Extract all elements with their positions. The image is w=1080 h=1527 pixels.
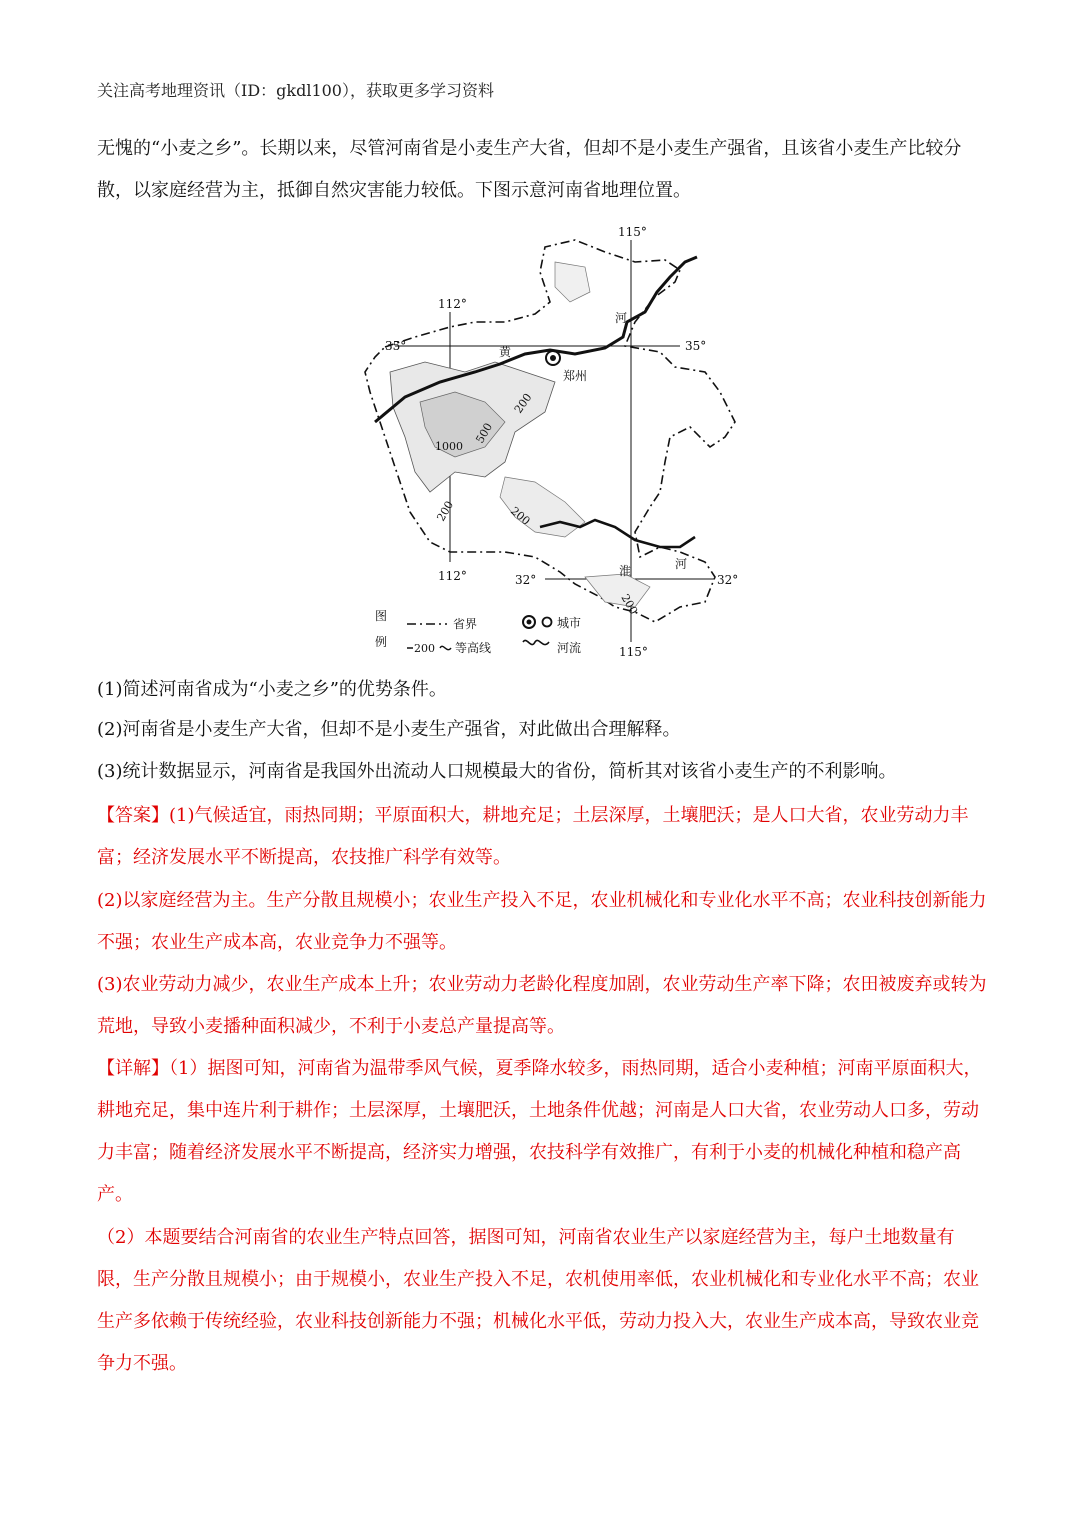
detail-1-text: （1）据图可知，河南省为温带季风气候，夏季降水较多，雨热同期，适合小麦种植；河南平原面积大，耕地充足，集中连片利于耕作；土层深厚，土壤肥沃，土地条件优越；河南是人口大省，农业劳动人口多，劳动力丰富；随着经济发展水平不断提高，经济实力增强，农技科学有效推广，有利于小麦的机械化种植和稳产高产。 (97, 1058, 982, 1205)
question-2: (2)河南省是小麦生产大省，但却不是小麦生产强省，对此做出合理解释。 (97, 719, 681, 740)
henan-map (335, 222, 750, 662)
label-contour-200-b: 200 (434, 498, 457, 524)
legend-contour-value: 200 (414, 642, 435, 655)
question-3: (3)统计数据显示，河南省是我国外出流动人口规模最大的省份，简析其对该省小麦生产的不利影响。 (97, 761, 897, 782)
label-lat-32-left: 32° (515, 573, 537, 587)
legend-river-label: 河流 (557, 641, 582, 655)
label-contour-1000: 1000 (435, 440, 463, 453)
detail-1 (97, 1048, 987, 1216)
label-contour-200-d: 200 (618, 592, 641, 617)
label-contour-200-a: 200 (511, 391, 535, 416)
legend-contour-label: 等高线 (455, 641, 492, 655)
detail-2: （2）本题要结合河南省的农业生产特点回答，据图可知，河南省农业生产以家庭经营为主，每户土地数量有限，生产分散且规模小；由于规模小，农业生产投入不足，农机使用率低，农业机械化和专业化水平不高；农业生产多依赖于传统经验，农业科技创新能力不强；机械化水平低，劳动力投入大，农业生产成本高，导致农业竞争力不强。 (97, 1227, 979, 1374)
label-lon-115-bottom: 115° (619, 645, 648, 659)
legend-city-label: 城市 (557, 616, 582, 630)
label-lat-35-right: 35° (685, 339, 707, 353)
label-lat-35-left: 35° (385, 339, 407, 353)
legend-river-symbol (523, 640, 549, 644)
legend-title-1: 图 (375, 609, 388, 623)
question-1: (1)简述河南省成为“小麦之乡”的优势条件。 (97, 679, 447, 700)
contour-region-north (555, 262, 590, 302)
label-river-he: 河 (615, 311, 628, 325)
label-city-zhengzhou: 郑州 (563, 369, 588, 383)
zhengzhou-marker-inner (550, 355, 556, 361)
contour-region-south (500, 477, 585, 537)
answer-1 (97, 795, 987, 879)
answer-2: (2)以家庭经营为主。生产分散且规模小；农业生产投入不足，农业机械化和专业化水平不高；农业科技创新能力不强；农业生产成本高，农业竞争力不强等。 (97, 890, 987, 953)
label-river-huai: 淮 (619, 564, 632, 578)
detail-tag: 【详解】 (97, 1058, 169, 1079)
label-contour-200-c: 200 (508, 504, 533, 528)
page-header: 关注高考地理资讯（ID：gkdl100），获取更多学习资料 (97, 81, 494, 100)
label-lon-115-top: 115° (618, 225, 647, 239)
answer-1-text: (1)气候适宜，雨热同期；平原面积大，耕地充足；土层深厚，土壤肥沃；是人口大省，农业劳动力丰富；经济发展水平不断提高，农技推广科学有效等。 (97, 805, 969, 868)
answer-3: (3)农业劳动力减少，农业生产成本上升；农业劳动力老龄化程度加剧，农业劳动生产率下降；农田被废弃或转为荒地，导致小麦播种面积减少，不利于小麦总产量提高等。 (97, 974, 987, 1037)
intro-paragraph: 无愧的“小麦之乡”。长期以来，尽管河南省是小麦生产大省，但却不是小麦生产强省，且该省小麦生产比较分散，以家庭经营为主，抵御自然灾害能力较低。下图示意河南省地理位置。 (97, 138, 962, 201)
answer-tag: 【答案】 (97, 805, 169, 826)
label-river-huang: 黄 (499, 345, 512, 359)
label-lon-112-top: 112° (438, 297, 467, 311)
legend-title-2: 例 (375, 635, 388, 649)
label-lat-32-right: 32° (717, 573, 739, 587)
legend-city-symbol-open (543, 618, 552, 627)
label-river-he-2: 河 (675, 557, 688, 571)
label-contour-500: 500 (473, 420, 496, 446)
label-lon-112-bottom: 112° (438, 569, 467, 583)
legend-border-label: 省界 (453, 617, 478, 631)
